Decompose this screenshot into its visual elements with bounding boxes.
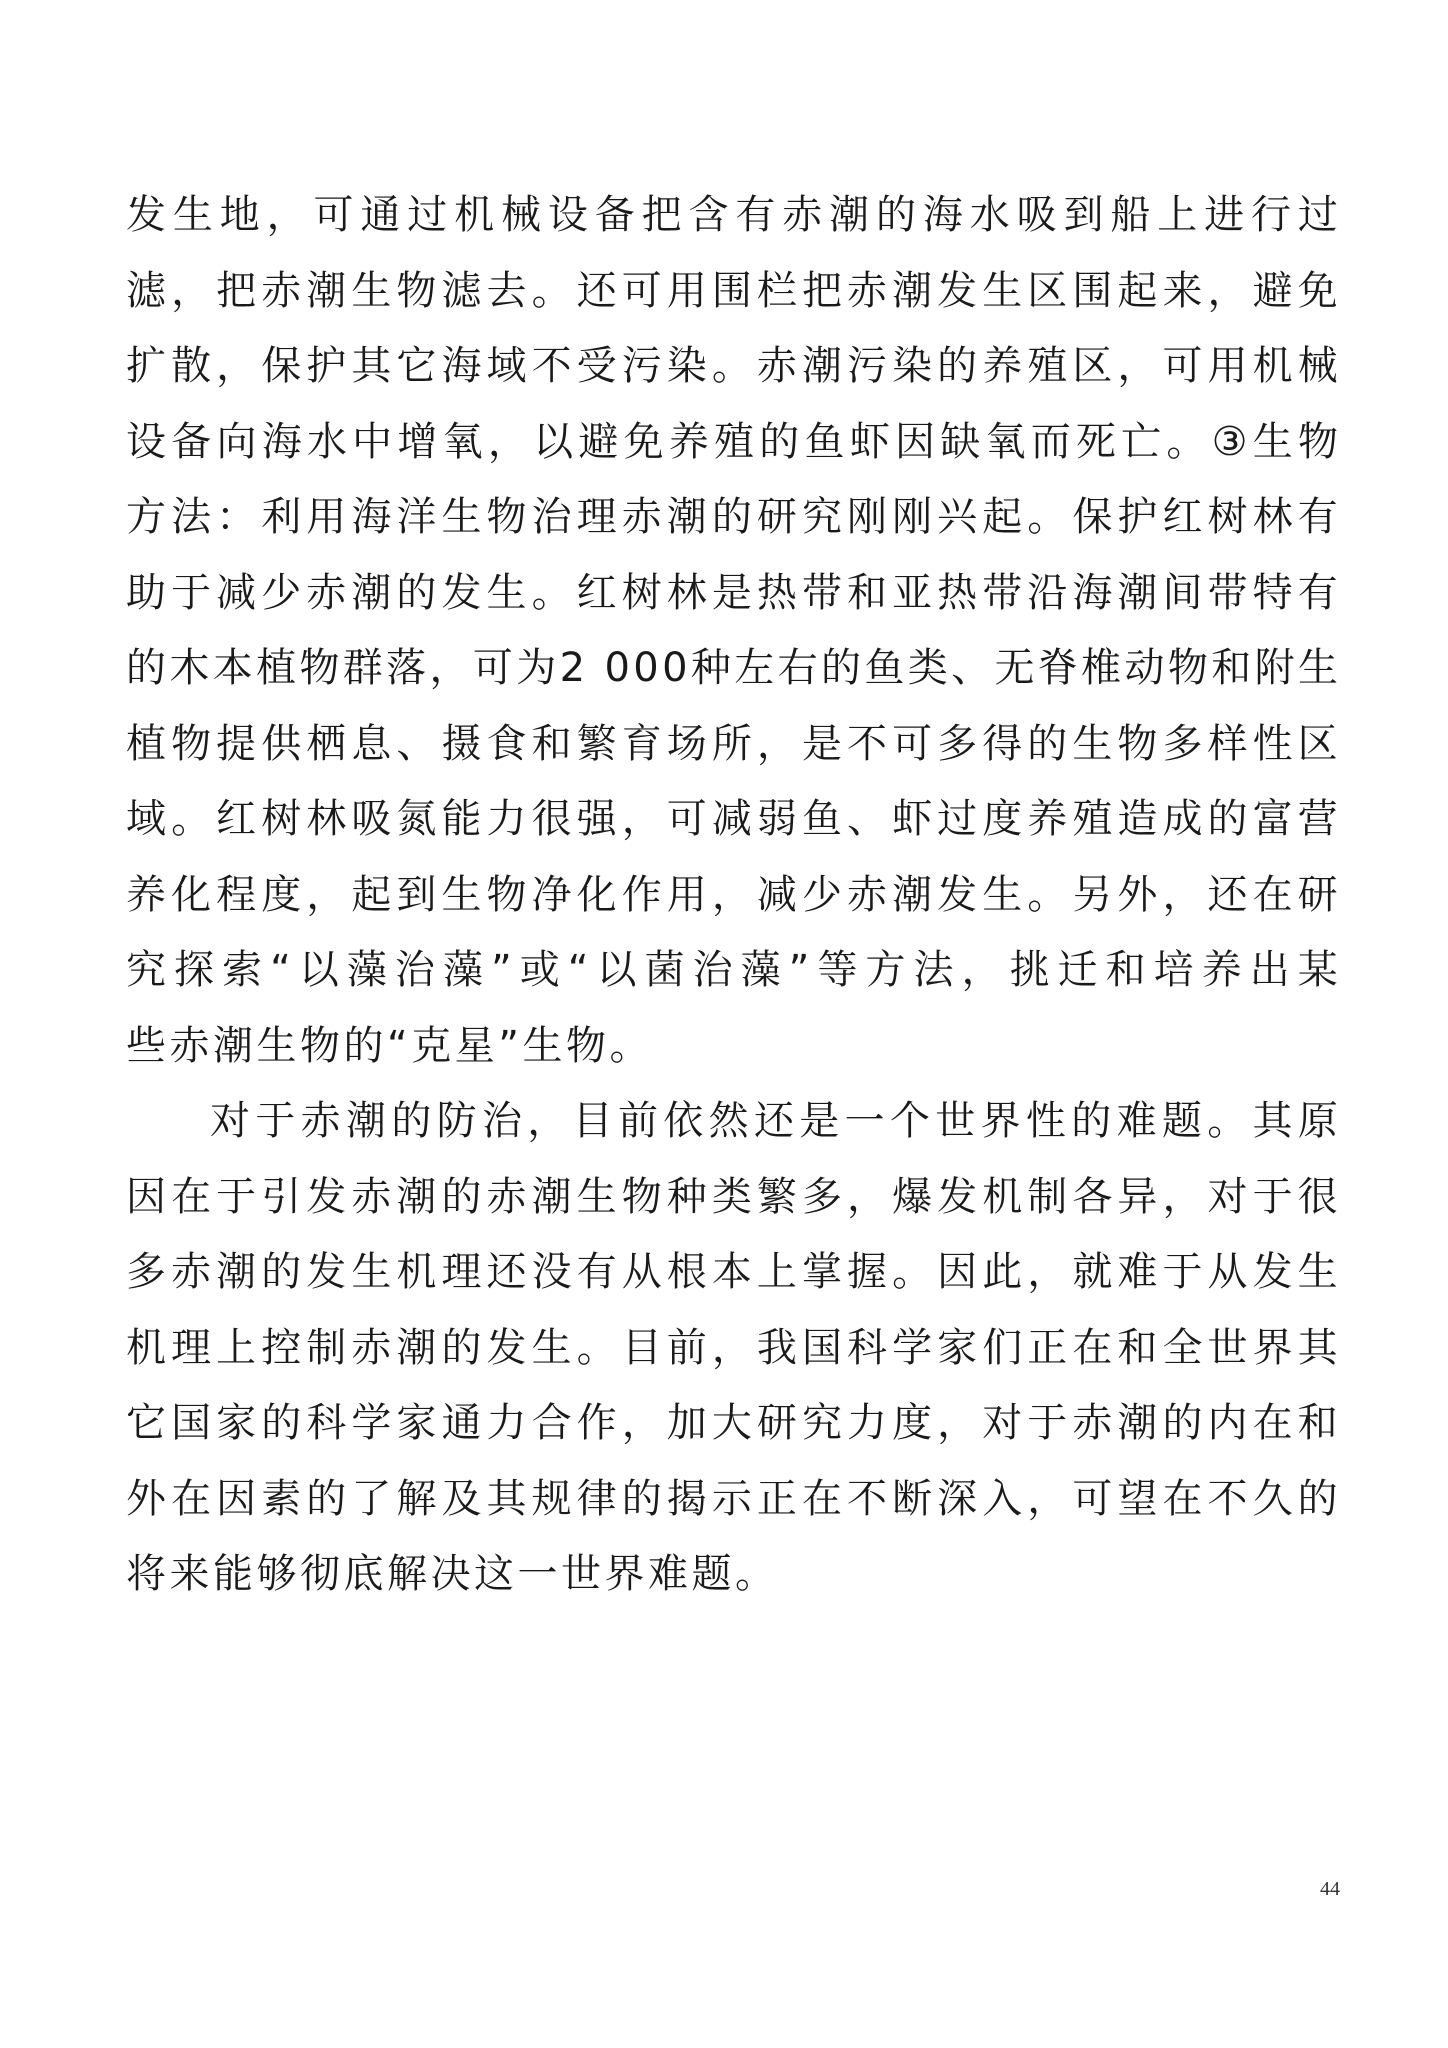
paragraph-1-line-7: 的 木 本 植 物 群 落 ， 可 为 2 0 0 0 种 左 右 的 鱼 类 、 无 脊 椎 动 物 和 附 生 [126,645,1338,691]
paragraph-1-line-8: 植 物 提 供 栖 息 、 摄 食 和 繁 育 场 所 ， 是 不 可 多 得 的 生 物 多 样 性 区 [126,720,1338,767]
paragraph-1-line-5: 方 法 ： 利 用 海 洋 生 物 治 理 赤 潮 的 研 究 刚 刚 兴 起 。 保 护 红 树 林 有 [126,494,1338,540]
page-number: 44 [1320,1878,1340,1900]
paragraph-1-line-3: 扩 散 ， 保 护 其 它 海 域 不 受 污 染 。 赤 潮 污 染 的 养 殖 区 ， 可 用 机 械 [126,343,1338,389]
paragraph-2-line-4: 机 理 上 控 制 赤 潮 的 发 生 。 目 前 ， 我 国 科 学 家 们 正 在 和 全 世 界 其 [126,1324,1338,1371]
paragraph-2-line-1: 对 于 赤 潮 的 防 治 ， 目 前 依 然 还 是 一 个 世 界 性 的 难 题 。 其 原 [210,1098,1338,1144]
paragraph-2-line-7: 将来能够彻底解决这一世界难题。 [126,1551,779,1597]
paragraph-1-line-9: 域 。 红 树 林 吸 氮 能 力 很 强 ， 可 减 弱 鱼 、 虾 过 度 养 殖 造 成 的 富 营 [126,796,1338,842]
paragraph-2-line-5: 它 国 家 的 科 学 家 通 力 合 作 ， 加 大 研 究 力 度 ， 对 于 赤 潮 的 内 在 和 [126,1400,1338,1446]
paragraph-1-line-1: 发 生 地 ， 可 通 过 机 械 设 备 把 含 有 赤 潮 的 海 水 吸 到 船 上 进 行 过 [126,192,1338,238]
paragraph-1-line-12: 些赤潮生物的“克星”生物。 [126,1022,653,1069]
paragraph-2-line-6: 外 在 因 素 的 了 解 及 其 规 律 的 揭 示 正 在 不 断 深 入 ， 可 望 在 不 久 的 [126,1475,1338,1522]
paragraph-1-line-6: 助 于 减 少 赤 潮 的 发 生 。 红 树 林 是 热 带 和 亚 热 带 沿 海 潮 间 带 特 有 [126,569,1338,616]
paragraph-1-line-4: 设 备 向 海 水 中 增 氧 ， 以 避 免 养 殖 的 鱼 虾 因 缺 氧 而 死 亡 。 ③ 生 物 [126,418,1338,465]
paragraph-1-line-2: 滤 ， 把 赤 潮 生 物 滤 去 。 还 可 用 围 栏 把 赤 潮 发 生 区 围 起 来 ， 避 免 [126,267,1338,314]
paragraph-2-line-2: 因 在 于 引 发 赤 潮 的 赤 潮 生 物 种 类 繁 多 ， 爆 发 机 制 各 异 ， 对 于 很 [126,1173,1338,1220]
paragraph-2-line-3: 多 赤 潮 的 发 生 机 理 还 没 有 从 根 本 上 掌 握 。 因 此 ， 就 难 于 从 发 生 [126,1249,1338,1295]
paragraph-1-line-11: 究 探 索 “ 以 藻 治 藻 ” 或 “ 以 菌 治 藻 ” 等 方 法 ， 挑 迁 和 培 养 出 某 [126,947,1338,993]
paragraph-1-line-10: 养 化 程 度 ， 起 到 生 物 净 化 作 用 ， 减 少 赤 潮 发 生 。 另 外 ， 还 在 研 [126,871,1338,918]
body-text [126,178,1338,1613]
